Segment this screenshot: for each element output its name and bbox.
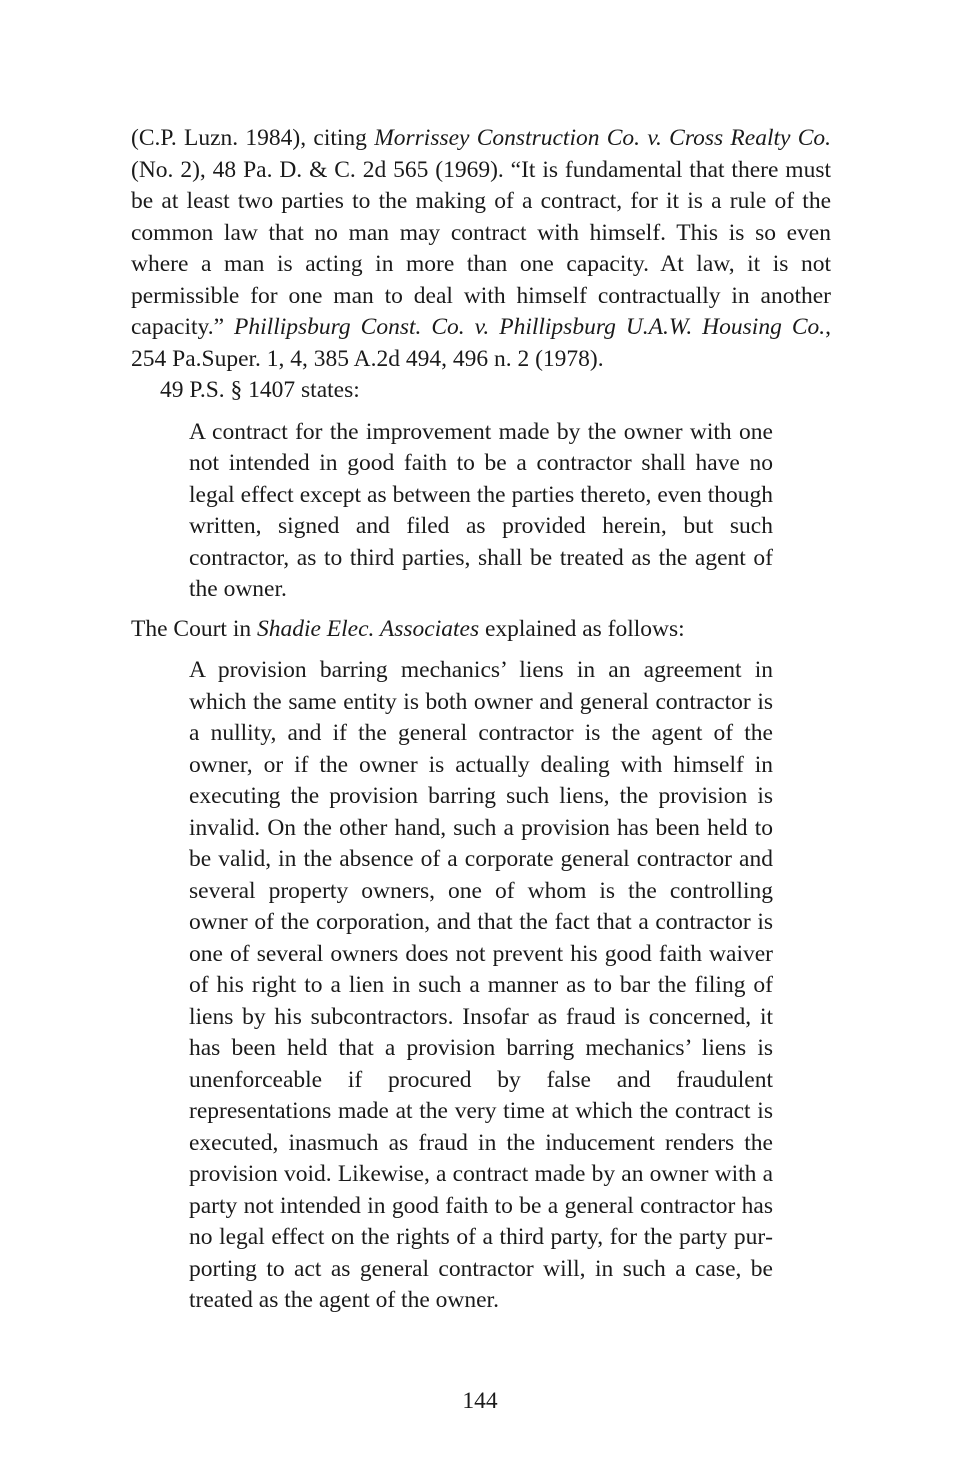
text-segment: (C.P. Luzn. 1984), citing: [131, 125, 375, 151]
court-intro: [131, 614, 831, 646]
case-citation: Shadie Elec. Associates: [256, 615, 480, 642]
case-citation: Phillipsburg Const. Co. v. Phillipsburg U.A.W. Housing Co.: [234, 314, 826, 340]
opening-paragraph: [131, 123, 831, 375]
text-segment: The Court in: [131, 615, 257, 642]
page-body: [131, 123, 831, 1325]
statute-quote: A contract for the improvement made by the owner with one not intended in good faith to be a contractor shall have no legal effect except as between the parties thereto, even though written, signed and filed as provided herein, but such contractor, as to third parties, shall be treated as the agent of the owner.: [189, 418, 773, 602]
text-segment: , 254 Pa.Super. 1, 4, 385 A.2d 494, 496 n. 2 (1978).: [131, 314, 831, 372]
statute-intro: 49 P.S. § 1407 states:: [160, 377, 360, 403]
case-citation: Morrissey Construction Co. v. Cross Realty Co.: [374, 125, 832, 151]
court-quote: A provision barring mechanics’ liens in an agreement in which the same entity is both owner and general contractor is a nullity, and if the general contractor is the agent of the owner, or if the owner is actually dealing with himself in executing the provision barring such liens, the provision is invalid. On the other hand, such a provision has been held to be valid, in the absence of a corporate general contractor and several property owners, one of whom is the controlling owner of the corporation, and that the fact that a contractor is one of several owners does not prevent his good faith waiver of his right to a lien in such a manner as to bar the filing of liens by his subcontractors. Insofar as fraud is concerned, it has been held that a provision barring mechanics’ liens is unenforceable if procured by false and fraudulent representations made at the very time at which the contract is executed, inasmuch as fraud in the inducement renders the provision void. Likewise, a contract made by an owner with a party not intended in good faith to be a general contractor has no legal effect on the rights of a third party, for the party purporting to act as general contractor will, in such a case, be treated as the agent of the owner.: [189, 657, 773, 1313]
text-segment: (No. 2), 48 Pa. D. & C. 2d 565 (1969). “It is fundamental that there must be at least two parties to the making of a contract, for it is a rule of the common law that no man may contract with himself. This is so even where a man is acting in more than one capacity. At law, it is not permissible for one man to deal with himself contractually in another capacity.”: [131, 156, 831, 340]
text-segment: explained as follows:: [479, 615, 685, 642]
page-number: 144: [462, 1388, 498, 1414]
